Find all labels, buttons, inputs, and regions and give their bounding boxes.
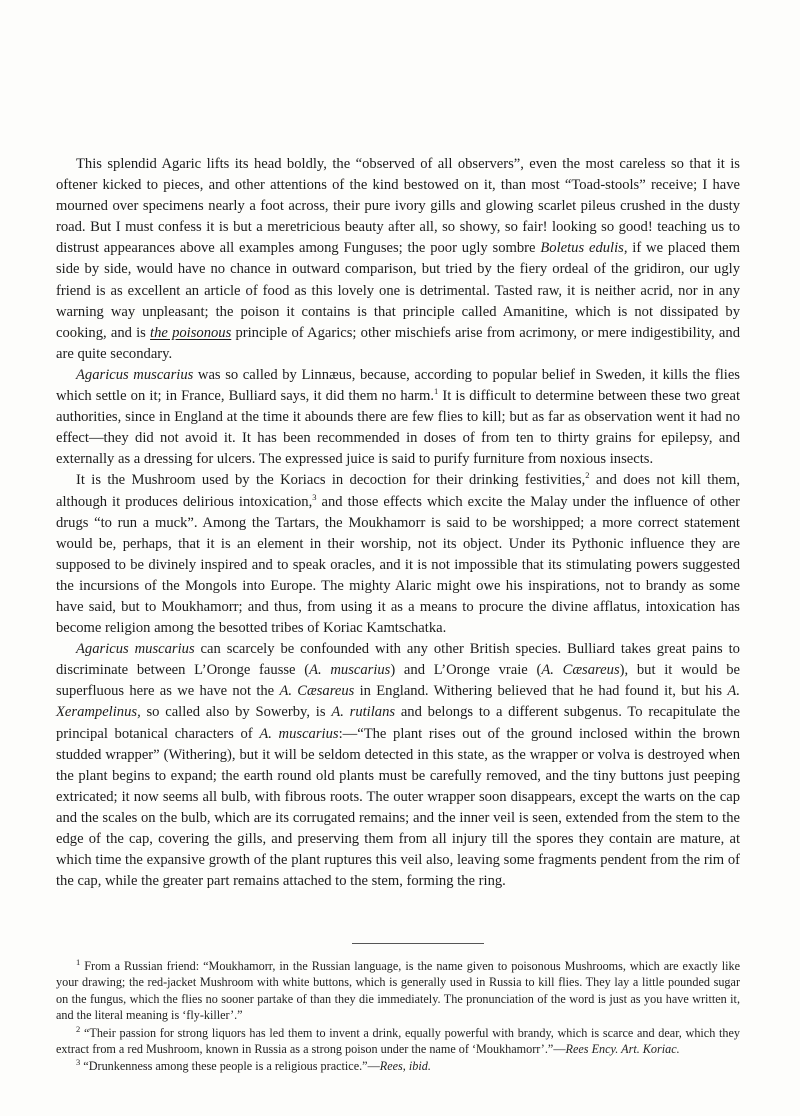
text-run: was so called by Linnæus, because, according to popular belief in Sweden, it kills the flies which settle on it; in France, Bulliard says, it did them no harm. [56, 366, 740, 405]
footnote-reference: 2 [585, 470, 590, 481]
italic-text: A. Cæsareus [279, 683, 355, 700]
emphasized-text: the poisonous [150, 324, 232, 341]
footnote-divider [352, 943, 484, 944]
text-run: “Drunkenness among these people is a religious practice.”— [83, 1059, 380, 1074]
footnote-reference: 1 [434, 386, 439, 397]
footnote [56, 1058, 740, 1074]
text-run: so called also by Sowerby, is [140, 704, 332, 721]
text-run: can scarcely be confounded with any other British species. Bulliard takes great pains to discriminate between L’Oronge fausse ( [56, 641, 740, 679]
text-run: principle of Agarics; other mischiefs arise from acrimony, or mere indigestibility, and are quite secondary. [56, 324, 741, 362]
text-run: ), but it would be superfluous here as we have not the [56, 662, 740, 700]
italic-text: Agaricus muscarius [76, 641, 195, 658]
paragraph [56, 639, 740, 892]
text-run: and does not kill them, although it produces delirious intoxication, [56, 472, 740, 510]
text-run: From a Russian friend: “Moukhamorr, in the Russian language, is the name given to poisonous Mushrooms, which are exactly like your drawing; the red-jacket Mushroom with white buttons, which is generally used in Russia to kill flies. They lay a little pounded sugar on the fungus, which the flies no sooner partake of than they die immediately. The pronunciation of the word is just as you have written it, and the literal meaning is ‘fly-killer’.” [56, 959, 741, 1023]
text-run: It is difficult to determine between these two great authorities, since in England at the time it abounds there are few flies to kill; but as far as observation went it had no effect—they did not avoid it. It has been recommended in doses of from ten to thirty grains for epilepsy, and externally as a dressing for ulcers. The expressed juice is said to purify furniture from noxious insects. [56, 388, 741, 468]
footnote-reference: 3 [312, 491, 317, 502]
paragraph [56, 365, 740, 470]
text-run: and belongs to a different subgenus. To recapitulate the principal botanical characters of [56, 704, 740, 742]
italic-text: A. muscarius [309, 662, 391, 679]
footnote-number: 1 [76, 956, 81, 967]
footnotes [56, 958, 740, 1076]
text-run: in England. Withering believed that he had found it, but his [354, 683, 728, 700]
italic-text: A. rutilans [331, 704, 396, 721]
text-run: “Their passion for strong liquors has led them to invent a drink, equally powerful with brandy, which is scarce and dear, which they extract from a red Mushroom, known in Russia as a strong poison under the name of ‘Moukhamorr’.”— [56, 1025, 741, 1057]
paragraph [56, 154, 740, 365]
text-run: ) and L’Oronge vraie ( [390, 662, 542, 679]
italic-text: A. Xerampelinus, [56, 683, 740, 721]
body-text [56, 154, 740, 892]
text-run: , if we placed them side by side, would have no chance in outward comparison, but tried by the fiery ordeal of the gridiron, our ugly friend is as excellent an article of food as this lovely one is detrimental. Tasted raw, it is neither acrid, nor in any warning way unpleasant; the poison it contains is that principle called Amanitine, which is not dissipated by cooking, and is [56, 240, 740, 341]
italic-text: Rees, ibid. [379, 1059, 431, 1074]
italic-text: Agaricus muscarius [76, 366, 194, 383]
italic-text: Rees Ency. Art. Koriac. [565, 1042, 680, 1057]
italic-text: A. Cæsareus [541, 662, 620, 679]
italic-text: Boletus edulis [540, 240, 624, 257]
footnote [56, 1025, 740, 1058]
text-run: It is the Mushroom used by the Koriacs in decoction for their drinking festivities, [76, 472, 586, 489]
text-run: and those effects which excite the Malay under the influence of other drugs “to run a muck”. Among the Tartars, the Moukhamorr is said to be worshipped; a more correct statement would be, perhaps, that it is an element in their worship, not its object. Under its Pythonic influence they are supposed to be divinely inspired and to speak oracles, and it is not impossible that its stimulating powers suggested the incursions of the Mongols into Europe. The mighty Alaric might owe his inspirations, not to brandy as some have said, but to Moukhamorr; and thus, from using it as a means to procure the divine afflatus, intoxication has become religion among the besotted tribes of Koriac Kamtschatka. [56, 493, 741, 637]
footnote-number: 3 [76, 1057, 81, 1068]
paragraph [56, 470, 740, 639]
footnote [56, 958, 740, 1024]
footnote-number: 2 [76, 1023, 81, 1034]
italic-text: A. muscarius [259, 725, 339, 742]
text-run: :—“The plant rises out of the ground inclosed within the brown studded wrapper” (Withering), but it will be seldom detected in this state, as the wrapper or volva is destroyed when the plant begins to expand; the earth round old plants must be carefully removed, and the tiny buttons just peeping extricated; it now seems all bulb, with fibrous roots. The outer wrapper soon disappears, except the warts on the cap and the scales on the bulb, which are its corrugated remains; and the inner veil is seen, extended from the stem to the edge of the cap, covering the gills, and preserving them from all injury till the spores they contain are mature, at which time the expansive growth of the plant ruptures this veil also, leaving some fragments pendent from the rim of the cap, while the greater part remains attached to the stem, forming the ring. [56, 725, 740, 890]
text-run: This splendid Agaric lifts its head boldly, the “observed of all observers”, even the most careless so that it is oftener kicked to pieces, and other attentions of the kind bestowed on it, than most “Toad-stools” receive; I have mourned over specimens nearly a foot across, their pure ivory gills and glowing scarlet pileus crushed in the dusty road. But I must confess it is but a meretricious beauty after all, so showy, so fair! looking so good! teaching us to distrust appearances above all examples among Funguses; the poor ugly sombre [56, 156, 740, 257]
